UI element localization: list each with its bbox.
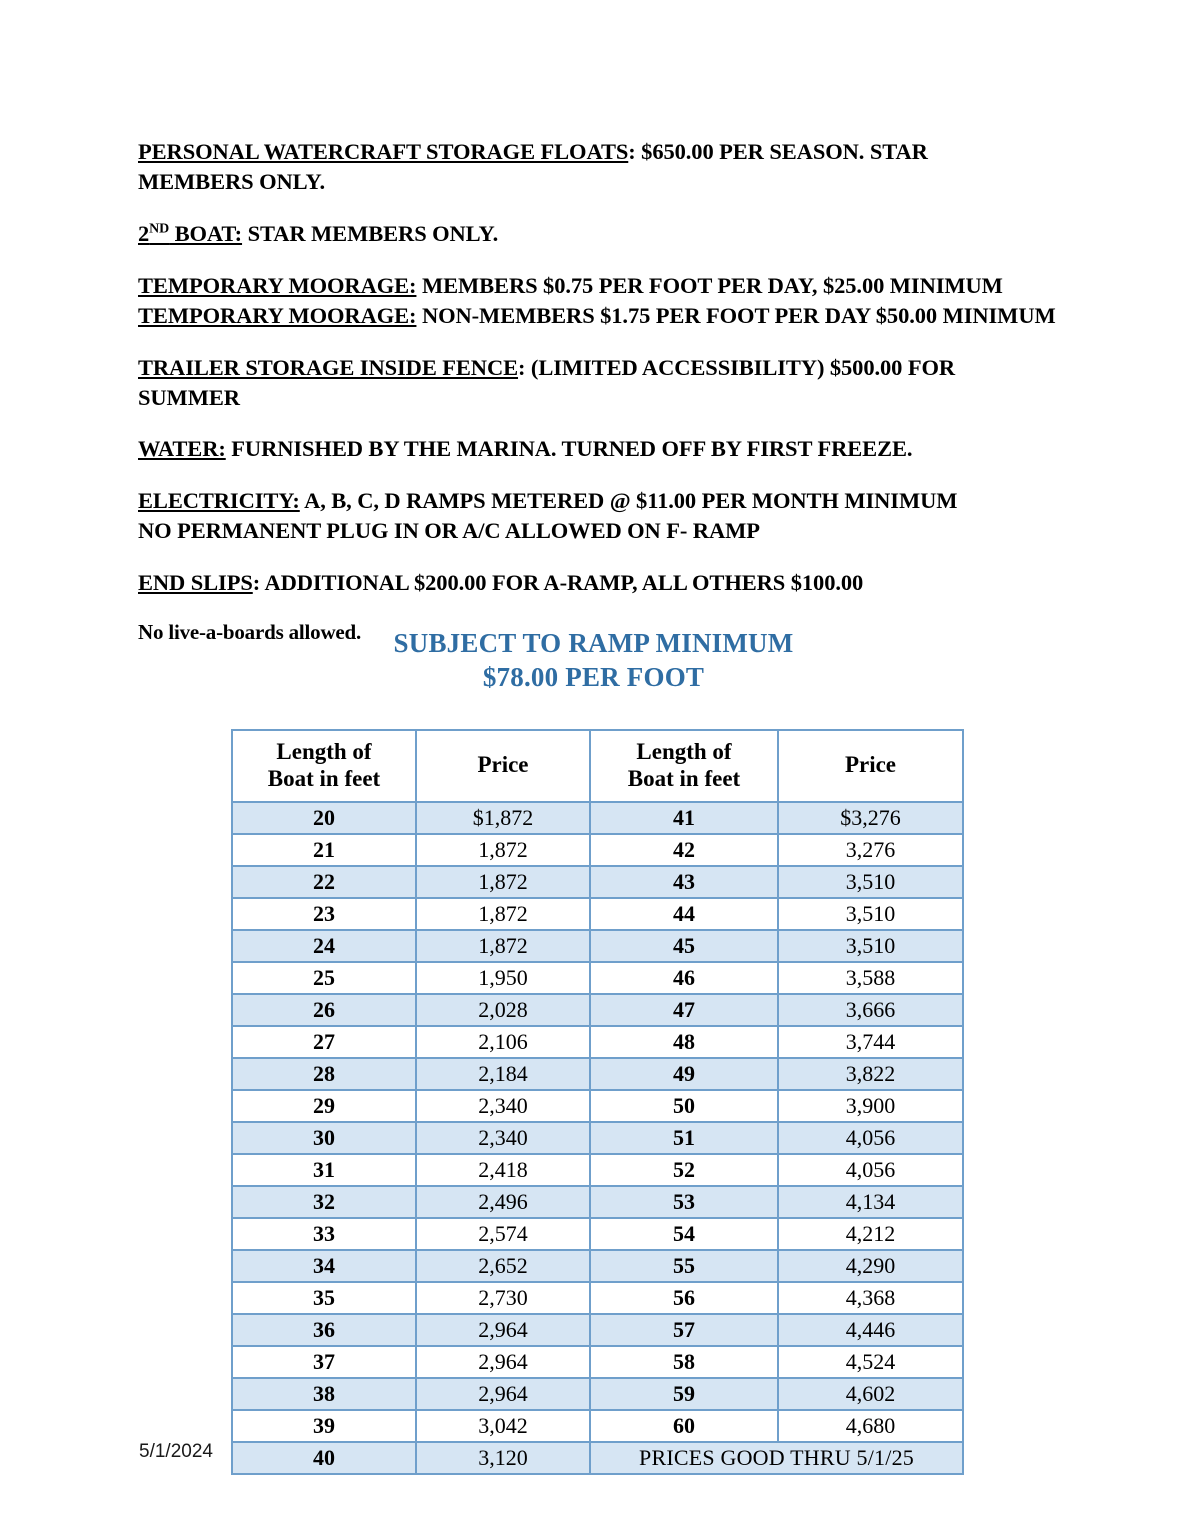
cell-boat-length-right: 56 (590, 1282, 778, 1314)
table-row (232, 962, 963, 994)
cell-price-left: 2,964 (416, 1346, 590, 1378)
cell-boat-length-left: 21 (232, 834, 416, 866)
cell-price-right: 4,446 (778, 1314, 963, 1346)
cell-price-left: 1,950 (416, 962, 590, 994)
cell-prices-good-thru-note: PRICES GOOD THRU 5/1/25 (590, 1442, 963, 1474)
cell-price-right: 3,510 (778, 866, 963, 898)
no-liveaboards-note: No live-a-boards allowed. (138, 620, 362, 645)
cell-price-left: 2,028 (416, 994, 590, 1026)
cell-boat-length-right: 53 (590, 1186, 778, 1218)
cell-boat-length-left: 35 (232, 1282, 416, 1314)
cell-boat-length-left: 23 (232, 898, 416, 930)
cell-boat-length-right: 58 (590, 1346, 778, 1378)
cell-price-left: 1,872 (416, 834, 590, 866)
cell-boat-length-right: 47 (590, 994, 778, 1026)
cell-price-right: 3,510 (778, 898, 963, 930)
cell-boat-length-right: 55 (590, 1250, 778, 1282)
cell-boat-length-left: 22 (232, 866, 416, 898)
cell-boat-length-right: 51 (590, 1122, 778, 1154)
cell-boat-length-right: 57 (590, 1314, 778, 1346)
cell-boat-length-left: 30 (232, 1122, 416, 1154)
cell-price-right: 4,134 (778, 1186, 963, 1218)
header-price-1: Price (416, 730, 590, 802)
section-temporary-moorage-group (138, 271, 1068, 331)
section-label (138, 221, 242, 246)
cell-boat-length-right: 48 (590, 1026, 778, 1058)
cell-boat-length-right: 59 (590, 1378, 778, 1410)
ramp-minimum-heading-line1: SUBJECT TO RAMP MINIMUM (393, 628, 794, 658)
table-header-row (232, 730, 963, 802)
cell-price-right: 4,602 (778, 1378, 963, 1410)
cell-price-right: 4,056 (778, 1154, 963, 1186)
cell-boat-length-left: 33 (232, 1218, 416, 1250)
section-value: STAR MEMBERS ONLY. (242, 220, 499, 246)
cell-boat-length-right: 45 (590, 930, 778, 962)
cell-boat-length-left: 31 (232, 1154, 416, 1186)
header-length-1-line1: Length of (276, 738, 372, 764)
section-personal-watercraft-storage-floats (138, 137, 1068, 197)
table-row (232, 1154, 963, 1186)
cell-boat-length-right: 50 (590, 1090, 778, 1122)
cell-price-right: $3,276 (778, 802, 963, 834)
section-label-rest: BOAT: (169, 220, 243, 246)
cell-price-left: 3,042 (416, 1410, 590, 1442)
table-row (232, 1090, 963, 1122)
cell-price-left: $1,872 (416, 802, 590, 834)
table-row (232, 1314, 963, 1346)
cell-price-right: 3,588 (778, 962, 963, 994)
section-label: WATER: (138, 436, 226, 462)
section-value-line2: NO PERMANENT PLUG IN OR A/C ALLOWED ON F- RAMP (138, 518, 760, 544)
cell-price-left: 1,872 (416, 930, 590, 962)
section-value-line2: SUMMER (138, 384, 240, 410)
cell-price-right: 4,524 (778, 1346, 963, 1378)
section-temporary-moorage-members (138, 273, 1003, 298)
table-row (232, 1058, 963, 1090)
cell-boat-length-left: 39 (232, 1410, 416, 1442)
section-label: ELECTRICITY: (138, 488, 300, 514)
cell-boat-length-left: 27 (232, 1026, 416, 1058)
cell-price-left: 1,872 (416, 898, 590, 930)
table-row (232, 1186, 963, 1218)
cell-price-left: 2,106 (416, 1026, 590, 1058)
section-value: FURNISHED BY THE MARINA. TURNED OFF BY FIRST FREEZE. (225, 436, 913, 462)
section-value: MEMBERS $0.75 PER FOOT PER DAY, $25.00 MINIMUM (416, 272, 1003, 298)
cell-boat-length-left: 20 (232, 802, 416, 834)
cell-boat-length-right: 49 (590, 1058, 778, 1090)
cell-boat-length-right: 54 (590, 1218, 778, 1250)
cell-price-right: 3,744 (778, 1026, 963, 1058)
cell-price-right: 3,510 (778, 930, 963, 962)
section-value-line2: MEMBERS ONLY. (138, 168, 326, 194)
table-row (232, 1346, 963, 1378)
cell-price-right: 3,276 (778, 834, 963, 866)
cell-price-left: 3,120 (416, 1442, 590, 1474)
cell-boat-length-left: 40 (232, 1442, 416, 1474)
section-end-slips (138, 568, 1068, 598)
header-length-1 (232, 730, 416, 802)
cell-price-right: 3,900 (778, 1090, 963, 1122)
section-value: NON-MEMBERS $1.75 PER FOOT PER DAY $50.00 MINIMUM (416, 302, 1056, 328)
table-row (232, 866, 963, 898)
section-label: END SLIPS (138, 570, 253, 596)
cell-price-right: 4,680 (778, 1410, 963, 1442)
ramp-minimum-heading-line2: $78.00 PER FOOT (482, 662, 705, 693)
cell-price-left: 2,184 (416, 1058, 590, 1090)
cell-price-left: 1,872 (416, 866, 590, 898)
section-label-superscript: ND (149, 221, 170, 237)
price-table-header (232, 730, 963, 802)
section-electricity (138, 486, 1068, 546)
table-row (232, 994, 963, 1026)
cell-boat-length-left: 25 (232, 962, 416, 994)
section-label: TEMPORARY MOORAGE: (138, 302, 417, 328)
cell-boat-length-right: 60 (590, 1410, 778, 1442)
section-label: TEMPORARY MOORAGE: (138, 272, 417, 298)
header-length-2-line2: Boat in feet (627, 766, 741, 791)
cell-price-left: 2,340 (416, 1090, 590, 1122)
table-row (232, 898, 963, 930)
cell-price-right: 4,212 (778, 1218, 963, 1250)
section-label: TRAILER STORAGE INSIDE FENCE (138, 354, 519, 380)
cell-boat-length-right: 52 (590, 1154, 778, 1186)
cell-price-left: 2,418 (416, 1154, 590, 1186)
section-trailer-storage-inside-fence (138, 353, 1068, 413)
section-label-prefix: 2 (138, 220, 150, 246)
section-value: A, B, C, D RAMPS METERED @ $11.00 PER MONTH MINIMUM (299, 488, 958, 514)
header-price-2: Price (778, 730, 963, 802)
section-label: PERSONAL WATERCRAFT STORAGE FLOATS (138, 139, 629, 164)
cell-price-left: 2,730 (416, 1282, 590, 1314)
cell-price-right: 4,056 (778, 1122, 963, 1154)
section-value: : ADDITIONAL $200.00 FOR A-RAMP, ALL OTHERS $100.00 (252, 570, 864, 596)
table-row (232, 1218, 963, 1250)
table-row (232, 1378, 963, 1410)
cell-price-left: 2,496 (416, 1186, 590, 1218)
section-value: : $650.00 PER SEASON. STAR (628, 139, 928, 164)
section-value: : (LIMITED ACCESSIBILITY) $500.00 FOR (518, 354, 956, 380)
cell-boat-length-left: 32 (232, 1186, 416, 1218)
table-row (232, 1282, 963, 1314)
table-row (232, 930, 963, 962)
cell-price-left: 2,964 (416, 1378, 590, 1410)
cell-price-right: 4,368 (778, 1282, 963, 1314)
cell-price-right: 3,822 (778, 1058, 963, 1090)
cell-boat-length-left: 26 (232, 994, 416, 1026)
cell-price-right: 3,666 (778, 994, 963, 1026)
cell-boat-length-left: 28 (232, 1058, 416, 1090)
header-length-2 (590, 730, 778, 802)
price-table-body (232, 802, 963, 1474)
rate-sheet-text-block (138, 137, 1068, 647)
cell-price-left: 2,652 (416, 1250, 590, 1282)
cell-boat-length-left: 29 (232, 1090, 416, 1122)
table-row (232, 834, 963, 866)
cell-boat-length-left: 24 (232, 930, 416, 962)
table-row-last (232, 1442, 963, 1474)
header-length-2-line1: Length of (636, 738, 732, 764)
section-temporary-moorage-non-members (138, 301, 1068, 331)
table-row (232, 1026, 963, 1058)
header-length-1-line2: Boat in feet (267, 766, 381, 791)
section-water (138, 434, 1068, 464)
cell-boat-length-left: 38 (232, 1378, 416, 1410)
table-row (232, 1410, 963, 1442)
cell-boat-length-right: 44 (590, 898, 778, 930)
table-row (232, 1122, 963, 1154)
cell-boat-length-left: 34 (232, 1250, 416, 1282)
price-table-container (231, 729, 962, 1475)
price-table (231, 729, 964, 1475)
cell-boat-length-right: 42 (590, 834, 778, 866)
ramp-minimum-heading (0, 626, 1187, 694)
cell-price-left: 2,340 (416, 1122, 590, 1154)
footer-date: 5/1/2024 (139, 1441, 213, 1462)
cell-boat-length-left: 37 (232, 1346, 416, 1378)
cell-boat-length-right: 41 (590, 802, 778, 834)
table-row (232, 802, 963, 834)
section-second-boat (138, 219, 1068, 249)
cell-boat-length-right: 43 (590, 866, 778, 898)
cell-boat-length-left: 36 (232, 1314, 416, 1346)
cell-price-left: 2,964 (416, 1314, 590, 1346)
cell-price-left: 2,574 (416, 1218, 590, 1250)
cell-boat-length-right: 46 (590, 962, 778, 994)
cell-price-right: 4,290 (778, 1250, 963, 1282)
table-row (232, 1250, 963, 1282)
